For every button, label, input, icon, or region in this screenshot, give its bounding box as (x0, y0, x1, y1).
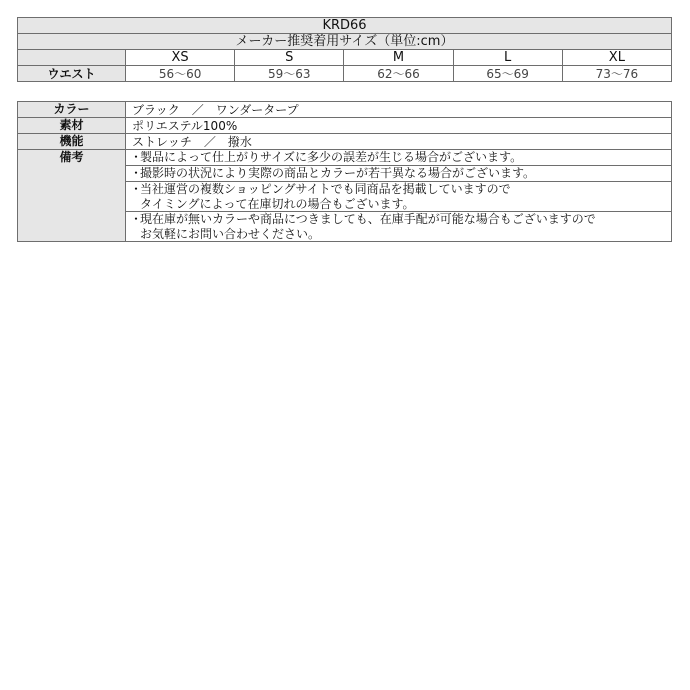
note-line (130, 197, 671, 212)
note-row-1 (18, 150, 672, 166)
note-1 (126, 150, 672, 166)
waist-row (18, 66, 672, 82)
note-2 (126, 166, 672, 182)
note-text: 撮影時の状況により実際の商品とカラーが若干異なる場合がございます。 (140, 166, 536, 181)
size-subtitle-row (18, 34, 672, 50)
note-bullet: ・ (130, 212, 143, 226)
waist-xl: 73〜76 (562, 66, 671, 82)
size-m: M (344, 50, 453, 66)
size-subtitle: メーカー推奨着用サイズ（単位:cm） (18, 34, 672, 50)
note-line (130, 150, 671, 165)
function-row (18, 134, 672, 150)
waist-xs: 56〜60 (126, 66, 235, 82)
product-code: KRD66 (18, 18, 672, 34)
material-label: 素材 (18, 118, 126, 134)
note-text: 当社運営の複数ショッピングサイトでも同商品を掲載していますので (140, 182, 511, 196)
waist-label: ウエスト (18, 66, 126, 82)
spec-table (17, 101, 672, 242)
note-line (130, 182, 671, 197)
material-value: ポリエステル100% (126, 118, 672, 134)
note-bullet: ・ (130, 150, 143, 165)
color-row (18, 102, 672, 118)
material-row (18, 118, 672, 134)
note-bullet: ・ (130, 182, 143, 196)
function-value: ストレッチ ／ 撥水 (126, 134, 672, 150)
waist-l: 65〜69 (453, 66, 562, 82)
function-label: 機能 (18, 134, 126, 150)
color-label: カラー (18, 102, 126, 118)
size-header-row (18, 50, 672, 66)
notes-label: 備考 (18, 150, 126, 242)
size-title-row (18, 18, 672, 34)
size-xs: XS (126, 50, 235, 66)
note-text: 現在庫が無いカラーや商品につきましても、在庫手配が可能な場合もございますので (140, 212, 596, 226)
waist-m: 62〜66 (344, 66, 453, 82)
size-header-blank (18, 50, 126, 66)
note-4 (126, 212, 672, 242)
note-text: タイミングによって在庫切れの場合もございます。 (140, 196, 415, 211)
note-line (130, 212, 671, 227)
size-s: S (235, 50, 344, 66)
size-xl: XL (562, 50, 671, 66)
note-text: 製品によって仕上がりサイズに多少の誤差が生じる場合がございます。 (140, 150, 523, 165)
note-line (130, 166, 671, 181)
note-bullet: ・ (130, 166, 143, 181)
size-l: L (453, 50, 562, 66)
note-line (130, 227, 671, 242)
note-3 (126, 182, 672, 212)
color-value: ブラック ／ ワンダータープ (126, 102, 672, 118)
size-table (17, 17, 672, 82)
waist-s: 59〜63 (235, 66, 344, 82)
note-text: お気軽にお問い合わせください。 (140, 226, 321, 241)
